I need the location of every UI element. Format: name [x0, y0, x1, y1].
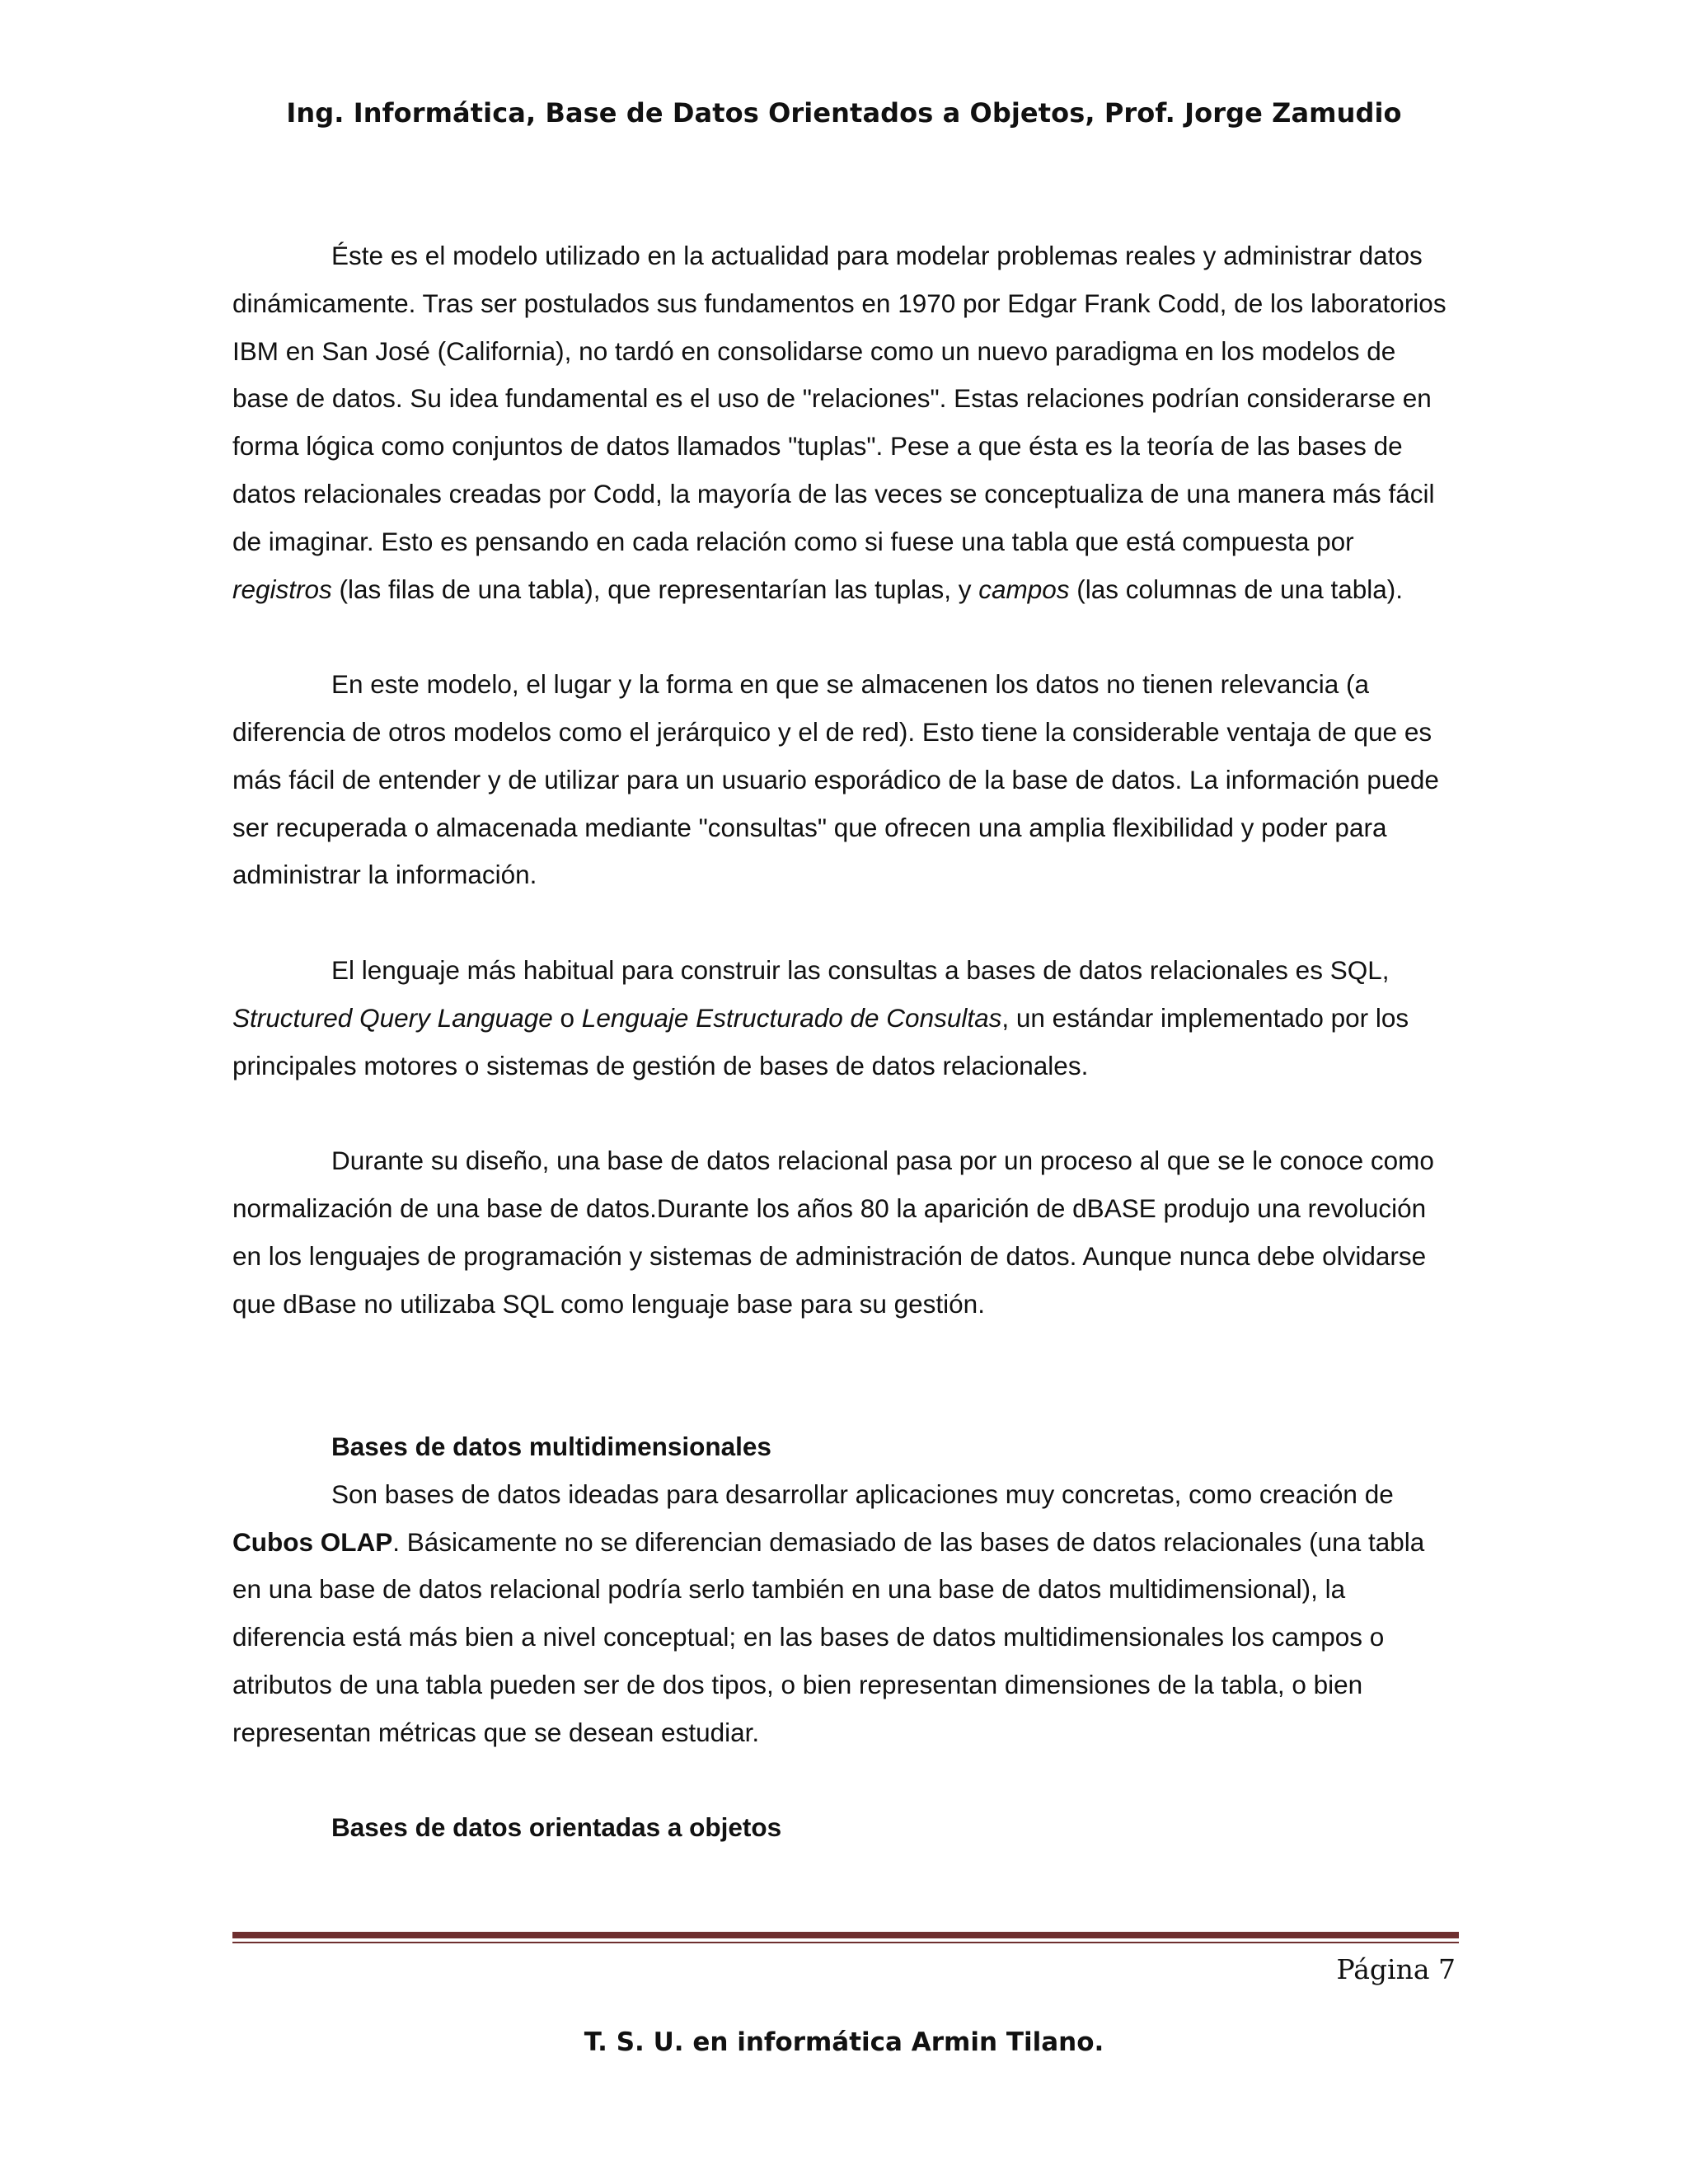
italic-term-sql-es: Lenguaje Estructurado de Consultas — [581, 1002, 1002, 1033]
text-run: Son bases de datos ideadas para desarrollar aplicaciones muy concretas, como creación de — [331, 1479, 1394, 1509]
text-run: El lenguaje más habitual para construir las consultas a bases de datos relacionales es SQL, — [331, 954, 1390, 985]
paragraph-normalization: Durante su diseño, una base de datos relacional pasa por un proceso al que se le conoce como normalización de una base de datos.Durante los años 80 la aparición de dBASE produjo una revolución en los lenguajes de programación y sistemas de administración de datos. Aunque nunca debe olvidarse que dBase no utilizaba SQL como lenguaje base para su gestión. — [232, 1146, 1434, 1319]
paragraph-spacer — [232, 613, 1459, 661]
text-run: o — [552, 1002, 582, 1033]
text-run: Éste es el modelo utilizado en la actualidad para modelar problemas reales y administrar datos dinámicamente. Tras ser postulados sus fundamentos en 1970 por Edgar Frank Codd, de los laboratorios IBM en San José (California), no tardó en consolidarse como un nuevo paradigma en los modelos de base de datos. Su idea fundamental es el uso de "relaciones". Estas relaciones podrían considerarse en forma lógica como conjuntos de datos llamados "tuplas". Pese a que ésta es la teoría de las bases de datos relacionales creadas por Codd, la mayoría de las veces se conceptualiza de una manera más fácil de imaginar. Esto es pensando en cada relación como si fuese una tabla que está compuesta por — [232, 241, 1447, 556]
paragraph-sql — [232, 947, 1459, 1090]
section-spacer — [232, 1328, 1459, 1423]
footer-rule — [232, 1932, 1459, 1938]
italic-term-campos: campos — [978, 574, 1070, 604]
paragraph-spacer — [232, 899, 1459, 947]
paragraph-spacer — [232, 1757, 1459, 1805]
text-run: (las columnas de una tabla). — [1069, 574, 1404, 604]
text-run: , un estándar implementado por los principales motores o sistemas de gestión de bases de datos relacionales. — [232, 1002, 1409, 1080]
paragraph-spacer — [232, 1090, 1459, 1137]
footer-rule-thin — [232, 1942, 1459, 1943]
page-footer: T. S. U. en informática Armin Tilano. — [584, 2027, 1104, 2057]
document-body — [232, 232, 1459, 1852]
text-run: (las filas de una tabla), que representarían las tuplas, y — [331, 574, 979, 604]
italic-term-sql-en: Structured Query Language — [232, 1002, 553, 1033]
heading-object-oriented: Bases de datos orientadas a objetos — [331, 1812, 782, 1843]
paragraph-relational-model — [232, 232, 1459, 613]
text-run: . Básicamente no se diferencian demasiado de las bases de datos relacionales (una tabla en una base de datos relacional podría serlo también en una base de datos multidimensional), la diferencia está más bien a nivel conceptual; en las bases de datos multidimensionales los campos o atributos de una tabla pueden ser de dos tipos, o bien representan dimensiones de la tabla, o bien representan métricas que se desean estudiar. — [232, 1526, 1425, 1747]
page-header: Ing. Informática, Base de Datos Orientados a Objetos, Prof. Jorge Zamudio — [286, 97, 1402, 129]
paragraph-multidimensional — [232, 1471, 1459, 1757]
heading-multidimensional: Bases de datos multidimensionales — [331, 1431, 771, 1461]
paragraph-storage: En este modelo, el lugar y la forma en que se almacenen los datos no tienen relevancia (a diferencia de otros modelos como el jerárquico y el de red). Esto tiene la considerable ventaja de que es más fácil de entender y de utilizar para un usuario esporádico de la base de datos. La información puede ser recuperada o almacenada mediante "consultas" que ofrecen una amplia flexibilidad y poder para administrar la información. — [232, 669, 1439, 890]
page-number: Página 7 — [1336, 1953, 1456, 1985]
italic-term-registros: registros — [232, 574, 332, 604]
bold-term-cubos-olap: Cubos OLAP — [232, 1526, 393, 1557]
